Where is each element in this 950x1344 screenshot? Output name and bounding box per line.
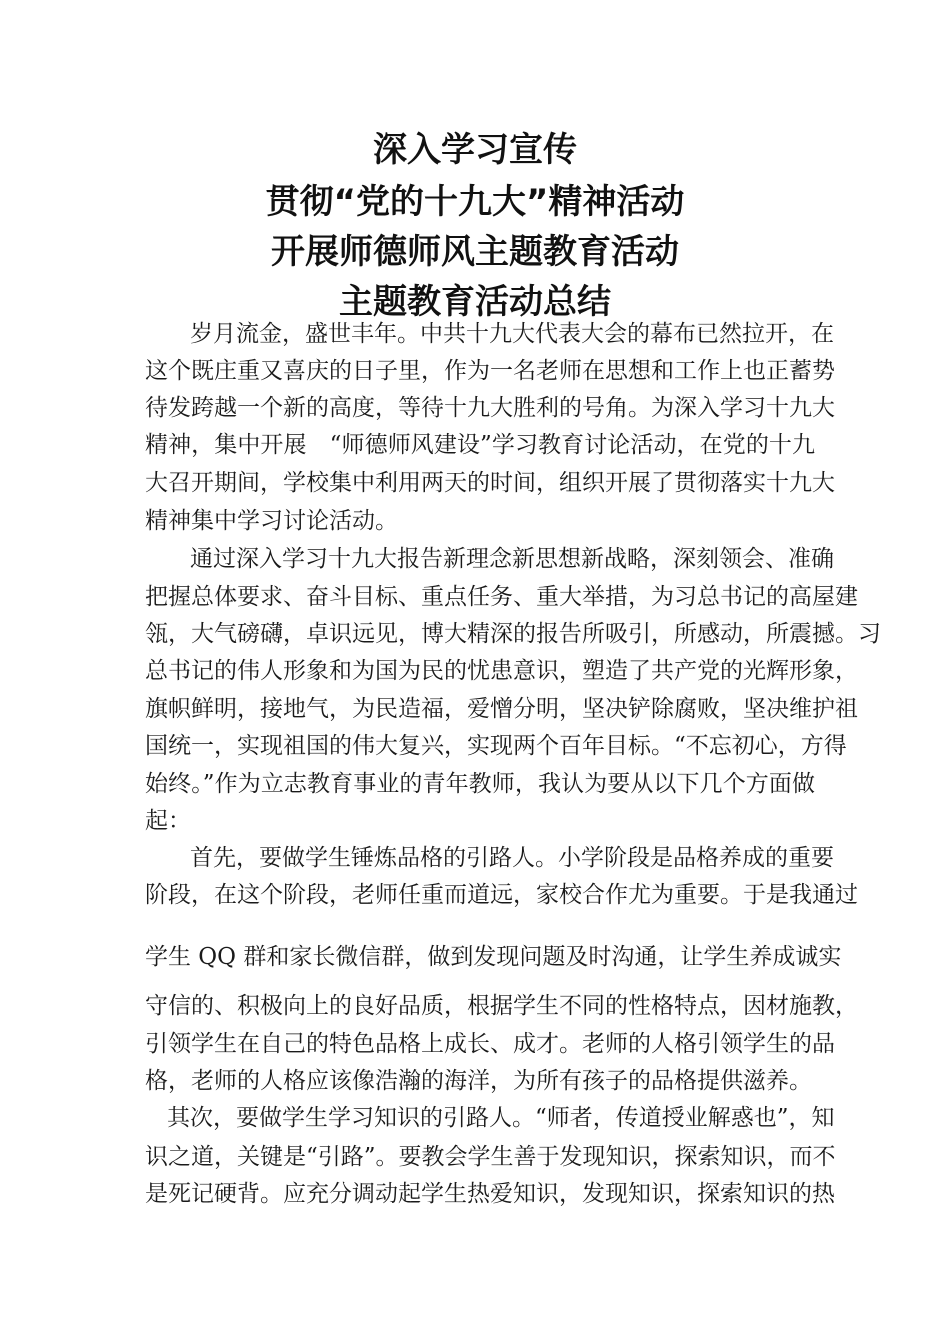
body-line: 守信的、积极向上的良好品质，根据学生不同的性格特点，因材施教，: [145, 993, 858, 1019]
body-line: 阶段，在这个阶段，老师任重而道远，家校合作尤为重要。于是我通过: [145, 882, 858, 908]
title-line-1: 深入学习宣传: [373, 130, 577, 170]
body-line: 国统一，实现祖国的伟大复兴，实现两个百年目标。“不忘初心，方得: [145, 733, 847, 759]
title-line-3: 开展师德师风主题教育活动: [271, 232, 679, 272]
body-line: 识之道，关键是“引路”。要教会学生善于发现知识，探索知识，而不: [145, 1144, 836, 1170]
body-line: 学生 QQ 群和家长微信群，做到发现问题及时沟通，让学生养成诚实: [145, 944, 842, 970]
body-line: 起：: [145, 808, 191, 834]
body-line: 总书记的伟人形象和为国为民的忧患意识，塑造了共产党的光辉形象，: [145, 658, 858, 684]
body-line: 旗帜鲜明，接地气，为民造福，爱憎分明，坚决铲除腐败，坚决维护祖: [145, 696, 858, 722]
body-line: 引领学生在自己的特色品格上成长、成才。老师的人格引领学生的品: [145, 1031, 835, 1057]
body-line: 首先，要做学生锤炼品格的引路人。小学阶段是品格养成的重要: [190, 845, 834, 871]
body-line: 岁月流金，盛世丰年。中共十九大代表大会的幕布已然拉开，在: [190, 321, 834, 347]
title-line-2: 贯彻“党的十九大”精神活动: [265, 182, 685, 222]
body-line: 精神，集中开展 “师德师风建设”学习教育讨论活动，在党的十九: [145, 432, 815, 458]
body-line: 始终。”作为立志教育事业的青年教师，我认为要从以下几个方面做: [145, 771, 815, 797]
body-line: 这个既庄重又喜庆的日子里，作为一名老师在思想和工作上也正蓄势: [145, 358, 835, 384]
body-line: 是死记硬背。应充分调动起学生热爱知识，发现知识，探索知识的热: [145, 1181, 835, 1207]
body-line: 其次，要做学生学习知识的引路人。“师者，传道授业解惑也”，知: [167, 1105, 835, 1131]
body-line: 通过深入学习十九大报告新理念新思想新战略，深刻领会、准确: [190, 546, 834, 572]
body-line: 待发跨越一个新的高度，等待十九大胜利的号角。为深入学习十九大: [145, 395, 835, 421]
body-line: 把握总体要求、奋斗目标、重点任务、重大举措，为习总书记的高屋建: [145, 584, 858, 610]
title-line-4: 主题教育活动总结: [339, 282, 611, 322]
body-line: 精神集中学习讨论活动。: [145, 508, 398, 534]
body-line: 瓴，大气磅礴，卓识远见，博大精深的报告所吸引，所感动，所震撼。习: [145, 621, 881, 647]
body-line: 格，老师的人格应该像浩瀚的海洋，为所有孩子的品格提供滋养。: [145, 1068, 812, 1094]
body-line: 大召开期间，学校集中利用两天的时间，组织开展了贯彻落实十九大: [145, 470, 835, 496]
